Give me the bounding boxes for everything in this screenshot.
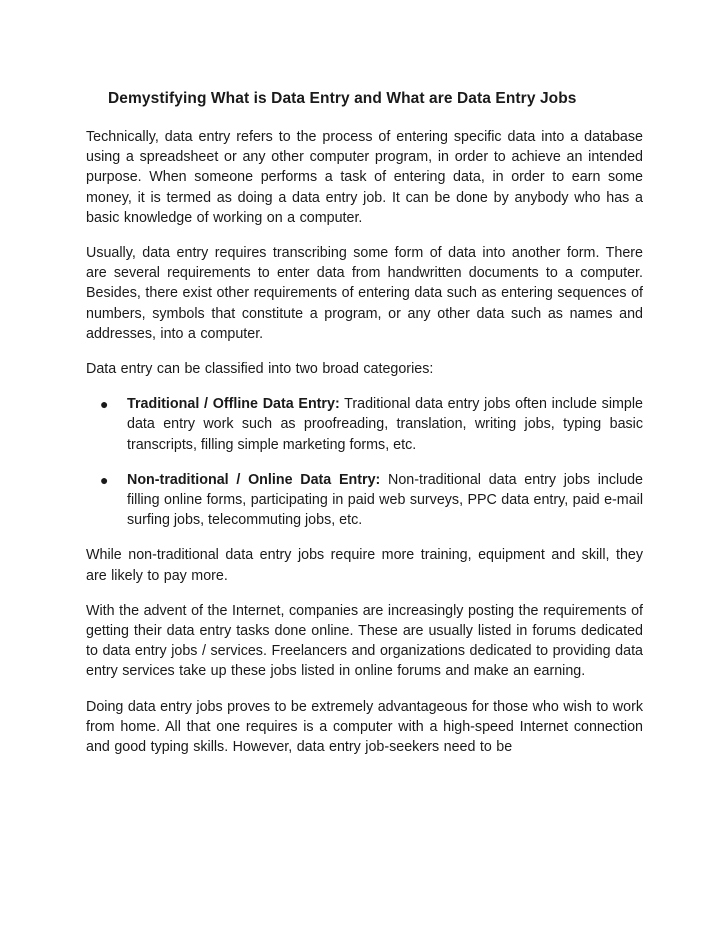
paragraph-pay: While non-traditional data entry jobs require more training, equipment and skill, they are likely to pay more. xyxy=(86,547,643,584)
bullet-icon: ● xyxy=(100,471,109,488)
bullet-icon: ● xyxy=(100,396,109,413)
list-item-text: Non-traditional data entry jobs include filling online forms, participating in paid web surveys, PPC data entry, paid e-mail surfing jobs, telecommuting jobs, etc. xyxy=(127,471,643,529)
document-body xyxy=(86,127,643,772)
paragraph-definition: Technically, data entry refers to the process of entering specific data into a database using a spreadsheet or any other computer program, in order to achieve an intended purpose. When someone performs a task of entering data, in order to earn some money, it is termed as doing a data entry job. It can be done by anybody who has a basic knowledge of working on a computer. xyxy=(86,129,643,226)
paragraph-work-from-home: Doing data entry jobs proves to be extremely advantageous for those who wish to work from home. All that one requires is a computer with a high-speed Internet connection and good typing skills. However, data entry job-seekers need to be xyxy=(86,698,643,756)
list-item-term: Traditional / Offline Data Entry: xyxy=(127,396,340,413)
paragraph-internet: With the advent of the Internet, companies are increasingly posting the requirements of getting their data entry tasks done online. These are usually listed in forums dedicated to data entry jobs / services. Freelancers and organizations dedicated to providing data entry services take up these jobs listed in online forums and make an earning. xyxy=(86,602,643,680)
paragraph-transcribing: Usually, data entry requires transcribing some form of data into another form. There are several requirements to enter data from handwritten documents to a computer. Besides, there exist other requirements of entering data such as entering sequences of numbers, symbols that constitute a program, or any other data such as names and addresses, into a computer. xyxy=(86,245,643,342)
list-item-term: Non-traditional / Online Data Entry: xyxy=(127,471,381,488)
category-list xyxy=(86,394,643,530)
list-item-text: Traditional data entry jobs often include simple data entry work such as proofreading, translation, writing jobs, typing basic transcripts, filling simple marketing forms, etc. xyxy=(127,396,643,453)
list-item xyxy=(86,470,643,531)
paragraph-categories-intro: Data entry can be classified into two broad categories: xyxy=(86,361,434,378)
list-item xyxy=(86,394,643,455)
document-title: Demystifying What is Data Entry and What are Data Entry Jobs xyxy=(108,90,577,107)
